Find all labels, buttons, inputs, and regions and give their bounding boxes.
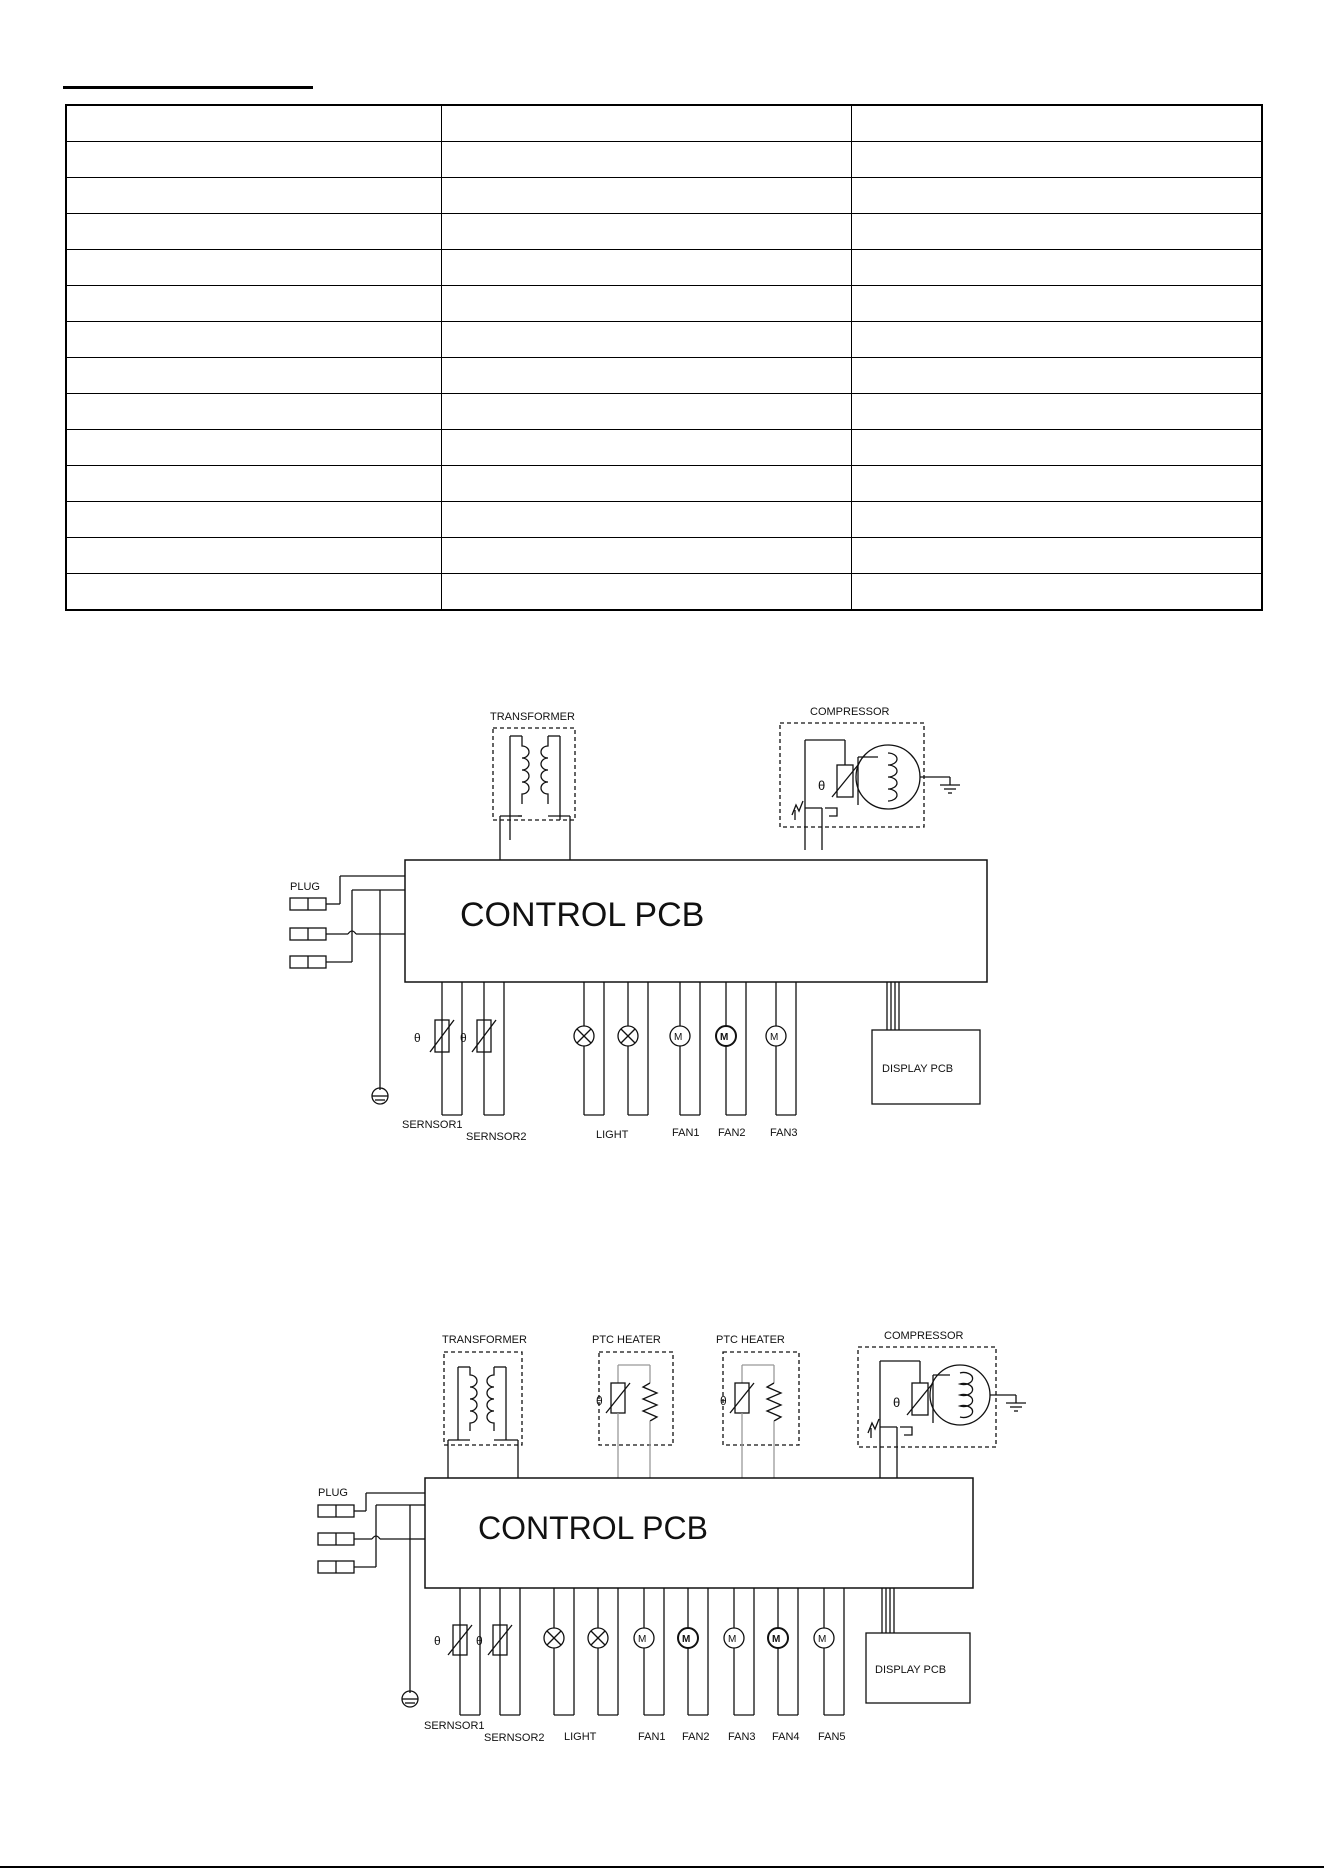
table-cell [441, 142, 851, 178]
ptc-heater-2 [716, 1334, 799, 1478]
fan-1 [634, 1588, 666, 1743]
light-label: LIGHT [564, 1731, 597, 1743]
motor-symbol: M [682, 1634, 691, 1645]
compressor-label: COMPRESSOR [884, 1330, 964, 1342]
wiring-diagram-2 [0, 1315, 1324, 1755]
table-cell [851, 502, 1262, 538]
plug [318, 1487, 425, 1707]
table-cell [851, 358, 1262, 394]
fan-3 [766, 982, 798, 1139]
motor-symbol: M [770, 1032, 779, 1043]
fan-1 [670, 982, 700, 1139]
display-pcb-label: DISPLAY PCB [882, 1063, 954, 1075]
table-row [66, 250, 1262, 286]
table-cell [441, 466, 851, 502]
transformer-label: TRANSFORMER [490, 711, 575, 723]
footer-rule [0, 1866, 1324, 1868]
motor-symbol: M [638, 1634, 647, 1645]
table-cell [441, 178, 851, 214]
table-cell [66, 178, 441, 214]
ptc-heater-1 [592, 1334, 673, 1478]
table-cell [441, 105, 851, 142]
table-cell [851, 142, 1262, 178]
transformer-secondary-coil [541, 736, 548, 804]
table-row [66, 105, 1262, 142]
fan-2 [716, 982, 746, 1139]
table-row [66, 574, 1262, 611]
table-cell [66, 358, 441, 394]
ptc-heater-label: PTC HEATER [592, 1334, 661, 1346]
table-cell [851, 430, 1262, 466]
transformer [442, 1334, 527, 1478]
sensor1-label: SERNSOR1 [424, 1720, 485, 1732]
transformer [490, 711, 575, 860]
fan-label: FAN2 [718, 1127, 746, 1139]
fan-label: FAN2 [682, 1731, 710, 1743]
table-row [66, 430, 1262, 466]
table-cell [66, 214, 441, 250]
table-cell [851, 105, 1262, 142]
fan-label: FAN3 [728, 1731, 756, 1743]
table-cell [851, 286, 1262, 322]
table-cell [66, 286, 441, 322]
table-cell [441, 430, 851, 466]
sensor-2 [460, 982, 527, 1143]
display-pcb [866, 1588, 970, 1703]
transformer-primary-coil [522, 736, 529, 804]
sensor-1 [402, 982, 463, 1131]
fan-label: FAN4 [772, 1731, 800, 1743]
table-cell [66, 322, 441, 358]
fan-label: FAN5 [818, 1731, 846, 1743]
fan-label: FAN3 [770, 1127, 798, 1139]
sensor1-label: SERNSOR1 [402, 1119, 463, 1131]
heading-underline [63, 86, 313, 89]
fan-4 [768, 1588, 800, 1743]
plug-label: PLUG [318, 1487, 348, 1499]
compressor [858, 1330, 1026, 1478]
overload-protector [792, 801, 803, 815]
theta-symbol: θ [460, 1031, 467, 1045]
table-cell [851, 322, 1262, 358]
table-row [66, 358, 1262, 394]
sensor-2 [476, 1588, 545, 1744]
table-cell [66, 574, 441, 611]
compressor-label: COMPRESSOR [810, 706, 890, 718]
table-cell [441, 574, 851, 611]
table-row [66, 214, 1262, 250]
table-cell [66, 466, 441, 502]
fan-3 [724, 1588, 756, 1743]
light-label: LIGHT [596, 1129, 629, 1141]
table-cell [851, 250, 1262, 286]
table-cell [851, 178, 1262, 214]
control-pcb-label: CONTROL PCB [478, 1510, 708, 1546]
table-row [66, 538, 1262, 574]
fan-5 [814, 1588, 846, 1743]
motor-symbol: M [772, 1634, 781, 1645]
theta-symbol: θ [414, 1031, 421, 1045]
ptc-heater-label: PTC HEATER [716, 1334, 785, 1346]
compressor [780, 706, 960, 850]
theta-symbol: θ [720, 1394, 727, 1408]
table-row [66, 394, 1262, 430]
theta-symbol: θ [434, 1634, 441, 1648]
theta-symbol: θ [818, 778, 826, 793]
spec-table [65, 104, 1263, 611]
plug [290, 876, 405, 1104]
motor-symbol: M [818, 1634, 827, 1645]
table-cell [441, 250, 851, 286]
theta-symbol: θ [476, 1634, 483, 1648]
table-row [66, 286, 1262, 322]
table-row [66, 178, 1262, 214]
plug-label: PLUG [290, 881, 320, 893]
control-pcb-label: CONTROL PCB [460, 896, 705, 934]
sensor2-label: SERNSOR2 [484, 1732, 545, 1744]
table-cell [441, 322, 851, 358]
wiring-diagram-1 [0, 690, 1324, 1160]
sensor-1 [424, 1588, 485, 1732]
motor-symbol: M [674, 1032, 683, 1043]
table-row [66, 466, 1262, 502]
light [544, 1588, 618, 1743]
transformer-label: TRANSFORMER [442, 1334, 527, 1346]
theta-symbol: θ [893, 1395, 901, 1410]
heater-resistor [767, 1383, 781, 1421]
table-cell [851, 538, 1262, 574]
motor-symbol: M [720, 1032, 729, 1043]
table-cell [66, 502, 441, 538]
table-cell [66, 105, 441, 142]
heater-resistor [643, 1383, 657, 1421]
table-cell [66, 142, 441, 178]
table-cell [66, 430, 441, 466]
table-cell [851, 214, 1262, 250]
fan-2 [678, 1588, 710, 1743]
table-cell [851, 466, 1262, 502]
table-cell [441, 214, 851, 250]
display-pcb-label: DISPLAY PCB [875, 1664, 947, 1676]
table-cell [66, 394, 441, 430]
display-pcb [872, 982, 980, 1104]
table-row [66, 142, 1262, 178]
table-cell [851, 574, 1262, 611]
fan-label: FAN1 [672, 1127, 700, 1139]
sensor2-label: SERNSOR2 [466, 1131, 527, 1143]
table-cell [441, 502, 851, 538]
table-cell [441, 538, 851, 574]
table-row [66, 322, 1262, 358]
table-cell [66, 250, 441, 286]
table-cell [441, 358, 851, 394]
table-cell [441, 394, 851, 430]
fan-label: FAN1 [638, 1731, 666, 1743]
table-cell [851, 394, 1262, 430]
theta-symbol: θ [596, 1394, 603, 1408]
table-cell [66, 538, 441, 574]
table-cell [441, 286, 851, 322]
light [574, 982, 648, 1141]
motor-symbol: M [728, 1634, 737, 1645]
table-row [66, 502, 1262, 538]
